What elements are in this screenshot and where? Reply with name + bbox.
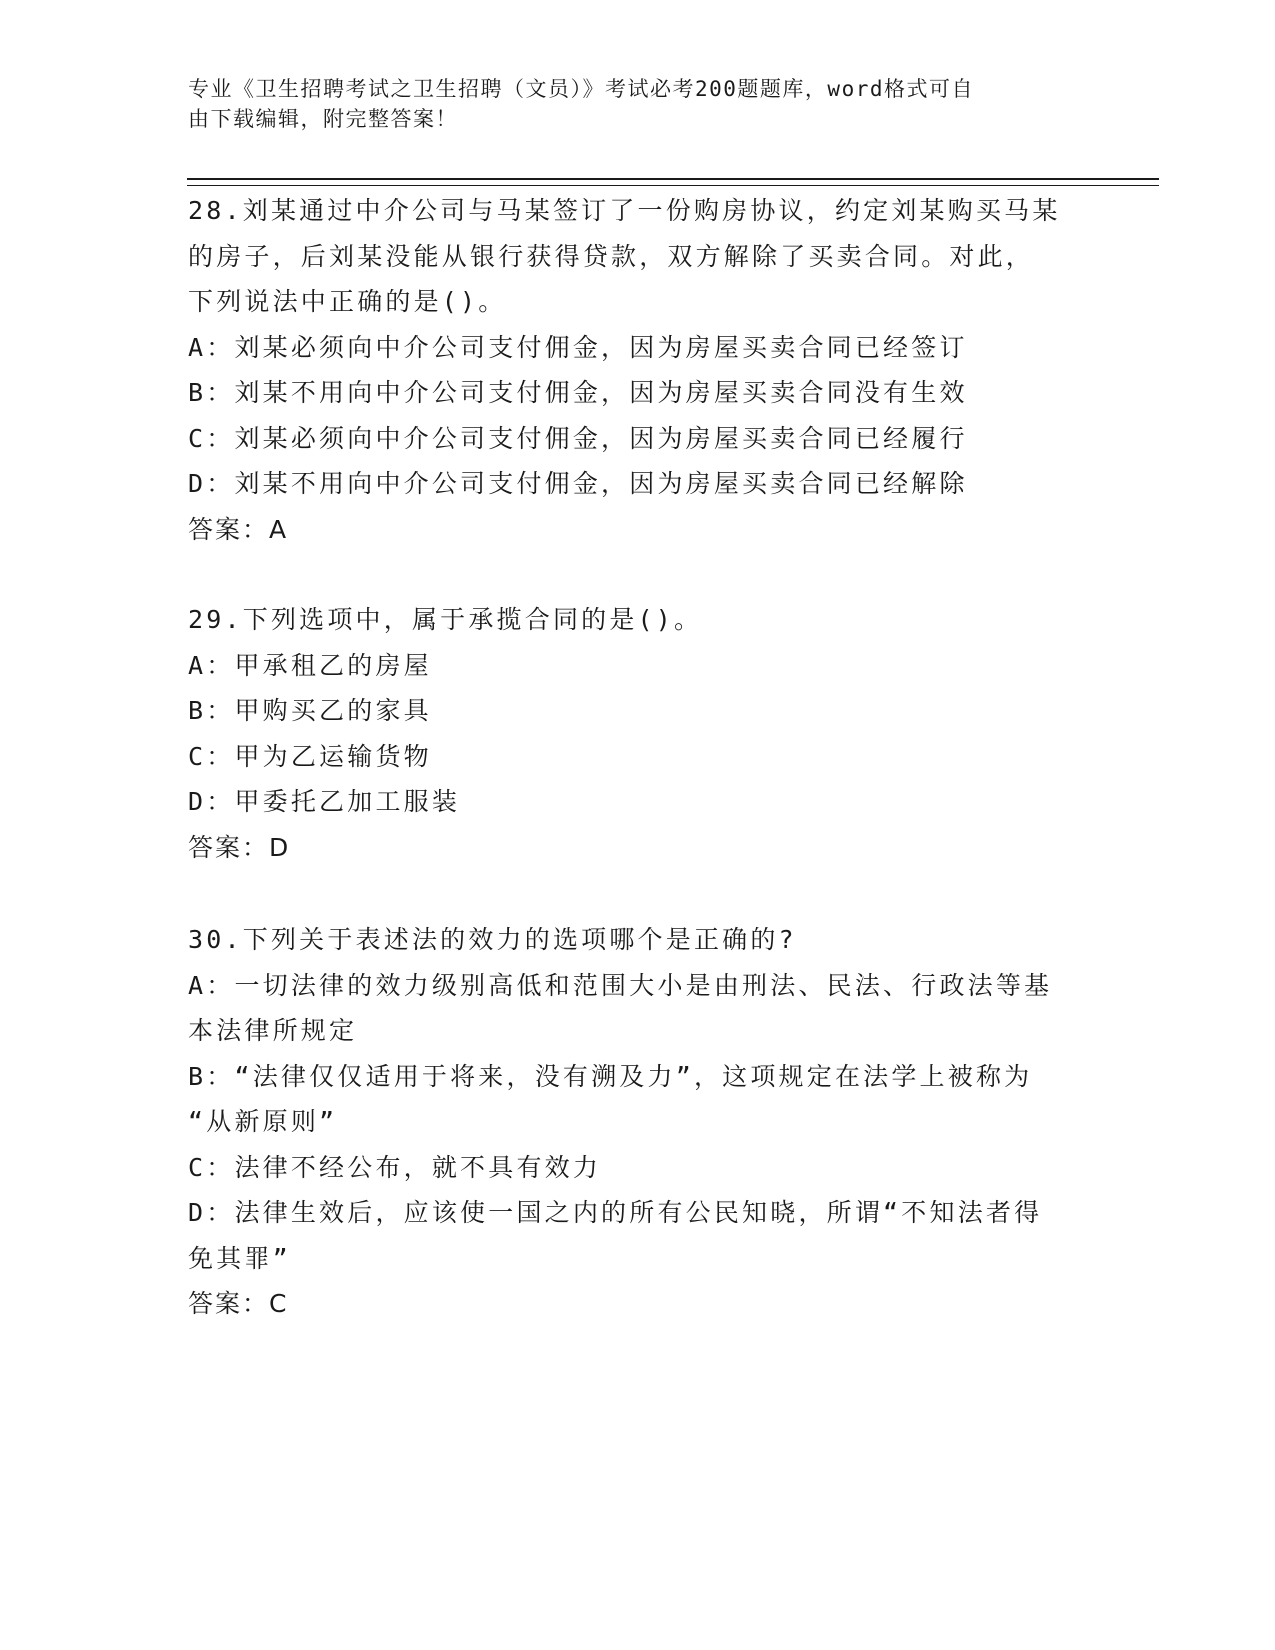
option-a-continued: 本法律所规定 — [188, 1016, 358, 1045]
option-d: D：甲委托乙加工服装 — [188, 787, 461, 816]
question-28 — [188, 188, 1078, 552]
option-d: D：刘某不用向中介公司支付佣金，因为房屋买卖合同已经解除 — [188, 469, 968, 498]
option-a: A：甲承租乙的房屋 — [188, 650, 432, 680]
question-stem: 29.下列选项中，属于承揽合同的是()。 — [188, 605, 703, 634]
option-c: C：甲为乙运输货物 — [188, 741, 432, 771]
answer: 答案：A — [188, 514, 289, 544]
document-header — [188, 74, 1068, 134]
question-29 — [188, 597, 1078, 870]
option-c: C：刘某必须向中介公司支付佣金，因为房屋买卖合同已经履行 — [188, 423, 968, 453]
option-b-continued: “从新原则” — [188, 1107, 338, 1136]
header-divider-thick — [187, 178, 1159, 180]
option-a: A：刘某必须向中介公司支付佣金，因为房屋买卖合同已经签订 — [188, 332, 968, 362]
question-stem: 30.下列关于表述法的效力的选项哪个是正确的? — [188, 925, 797, 954]
header-line: 由下载编辑，附完整答案！ — [188, 107, 458, 131]
option-b: B：刘某不用向中介公司支付佣金，因为房屋买卖合同没有生效 — [188, 378, 968, 407]
option-d-continued: 免其罪” — [188, 1243, 291, 1273]
question-stem: 的房子，后刘某没能从银行获得贷款，双方解除了买卖合同。对此， — [188, 241, 1035, 271]
header-divider-thin — [187, 185, 1159, 186]
option-d: D：法律生效后，应该使一国之内的所有公民知晓，所谓“不知法者得 — [188, 1198, 1043, 1227]
answer: 答案：D — [188, 832, 291, 862]
option-a: A：一切法律的效力级别高低和范围大小是由刑法、民法、行政法等基 — [188, 970, 1053, 1000]
question-stem: 下列说法中正确的是()。 — [188, 287, 507, 316]
question-30 — [188, 917, 1078, 1327]
header-line: 专业《卫生招聘考试之卫生招聘（文员）》考试必考200题题库，word格式可自 — [188, 77, 974, 101]
option-c: C：法律不经公布，就不具有效力 — [188, 1152, 602, 1182]
option-b: B：甲购买乙的家具 — [188, 696, 432, 725]
question-stem: 28.刘某通过中介公司与马某签订了一份购房协议，约定刘某购买马某 — [188, 196, 1061, 225]
option-b: B：“法律仅仅适用于将来，没有溯及力”，这项规定在法学上被称为 — [188, 1061, 1033, 1091]
answer: 答案：C — [188, 1289, 289, 1318]
